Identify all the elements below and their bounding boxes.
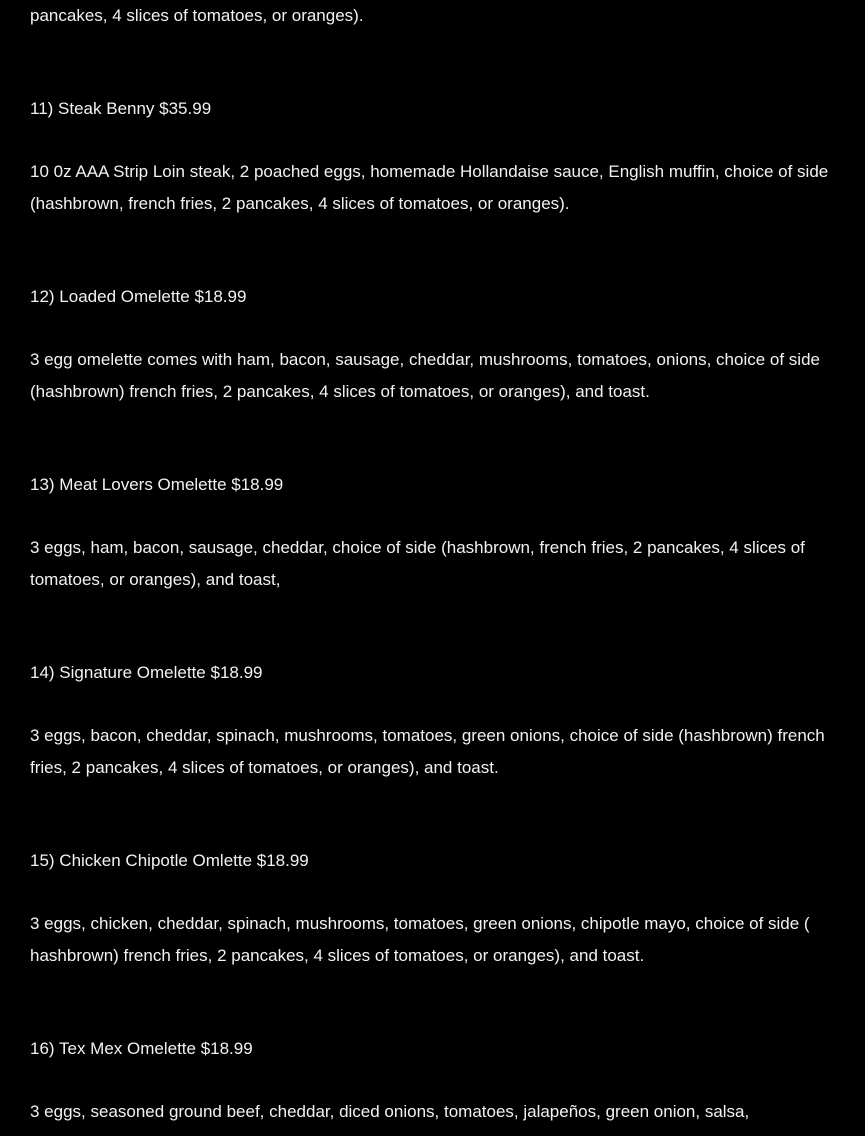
menu-item-description: 10 0z AAA Strip Loin steak, 2 poached eggs, homemade Hollandaise sauce, English muffin, choice of side (hashbrown, french fries, 2 pancakes, 4 slices of tomatoes, or oranges). xyxy=(30,162,829,213)
menu-item-description: 3 eggs, bacon, cheddar, spinach, mushrooms, tomatoes, green onions, choice of side (hashbrown) french fries, 2 pancakes, 4 slices of tomatoes, or oranges), and toast. xyxy=(30,726,825,777)
intro-text: pancakes, 4 slices of tomatoes, or oranges). xyxy=(30,6,364,25)
menu-item-title: 16) Tex Mex Omelette $18.99 xyxy=(30,1039,253,1058)
menu-item-description: 3 eggs, chicken, cheddar, spinach, mushrooms, tomatoes, green onions, chipotle mayo, choice of side ( hashbrown) french fries, 2 pancakes, 4 slices of tomatoes, or oranges), and toast. xyxy=(30,914,810,965)
menu-content xyxy=(30,0,840,1128)
menu-item-title: 12) Loaded Omelette $18.99 xyxy=(30,287,247,306)
menu-item-description: 3 eggs, seasoned ground beef, cheddar, diced onions, tomatoes, jalapeños, green onion, salsa, xyxy=(30,1102,750,1121)
menu-item-loaded-omelette xyxy=(30,281,840,408)
menu-item-steak-benny xyxy=(30,93,840,220)
menu-item-title: 15) Chicken Chipotle Omlette $18.99 xyxy=(30,851,309,870)
menu-item-title: 13) Meat Lovers Omelette $18.99 xyxy=(30,475,284,494)
menu-item-signature-omelette xyxy=(30,657,840,784)
menu-item-title: 11) Steak Benny $35.99 xyxy=(30,99,212,118)
menu-item-tex-mex-omelette xyxy=(30,1033,840,1128)
menu-item-chicken-chipotle-omelette xyxy=(30,845,840,972)
menu-item-title: 14) Signature Omelette $18.99 xyxy=(30,663,263,682)
menu-item-description: 3 eggs, ham, bacon, sausage, cheddar, choice of side (hashbrown, french fries, 2 pancakes, 4 slices of tomatoes, or oranges), and toast, xyxy=(30,538,805,589)
menu-item-description: 3 egg omelette comes with ham, bacon, sausage, cheddar, mushrooms, tomatoes, onions, choice of side (hashbrown) french fries, 2 pancakes, 4 slices of tomatoes, or oranges), and toast. xyxy=(30,350,820,401)
menu-item-meat-lovers-omelette xyxy=(30,469,840,596)
